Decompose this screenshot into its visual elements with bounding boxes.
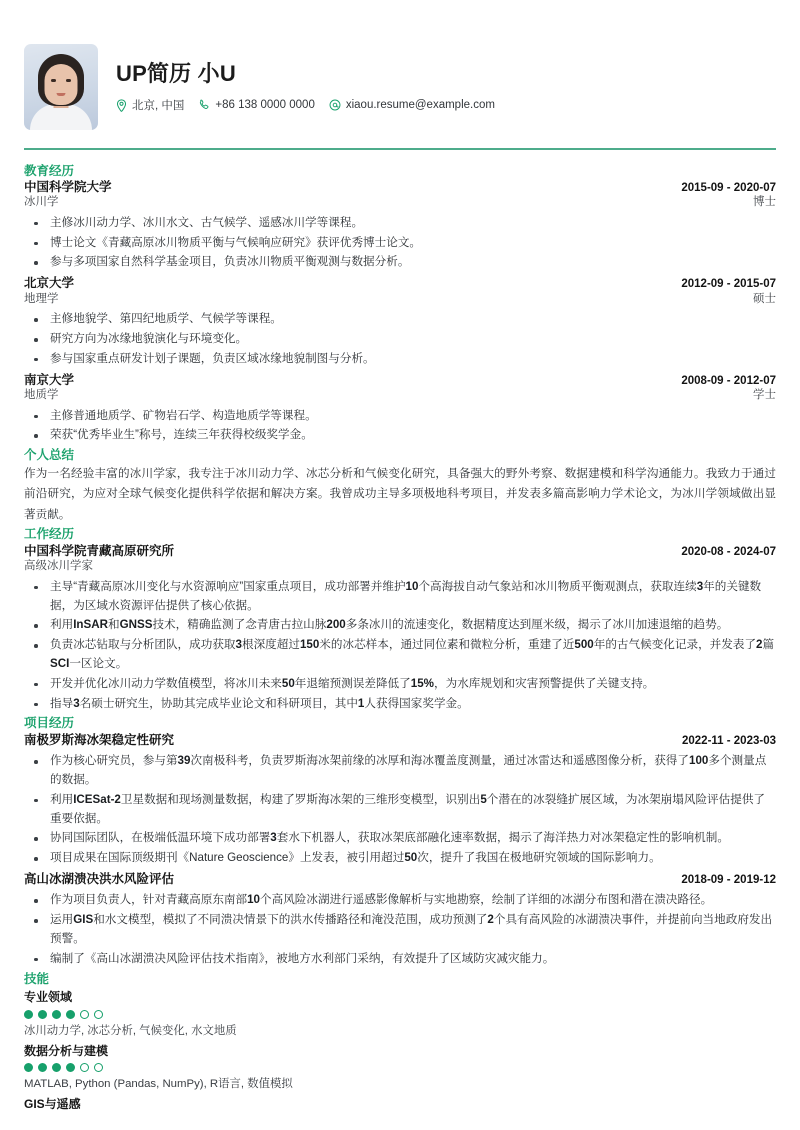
entry-header (24, 372, 776, 390)
bullet-item: 协同国际团队，在极端低温环境下成功部署3套水下机器人，获取冰架底部融化速率数据，揭示了海洋热力对冰架稳定性的影响机制。 (24, 829, 776, 848)
bullet-item: 开发并优化冰川动力学数值模型，将冰川未来50年退缩预测误差降低了15%，为水库规划和灾害预警提供了关键支持。 (24, 675, 776, 694)
resume-header (24, 0, 776, 148)
skill-dot (80, 1010, 89, 1019)
entry-work-0 (24, 543, 776, 714)
avatar-eye-left (51, 79, 56, 82)
identity-block (116, 61, 776, 113)
entry-bullet-list (24, 407, 776, 446)
contact-list (116, 97, 776, 113)
resume-body (24, 164, 776, 1113)
skill-dot (66, 1063, 75, 1072)
phone-icon (198, 99, 210, 111)
bullet-item: 负责冰芯钻取与分析团队，成功获取3根深度超过150米的冰芯样本，通过同位素和微粒分析，重建了近500年的古气候变化记录，并发表了2篇SCI一区论文。 (24, 636, 776, 674)
skill-0 (24, 990, 776, 1040)
section-projects (24, 716, 776, 968)
header-divider (24, 148, 776, 150)
contact-phone (198, 99, 314, 111)
entry-organization: 高山冰湖溃决洪水风险评估 (24, 871, 175, 886)
bullet-item: 利用ICESat-2卫星数据和现场测量数据，构建了罗斯海冰架的三维形变模型，识别出5个潜在的冰裂缝扩展区域，为冰架崩塌风险评估提供了重要依据。 (24, 791, 776, 829)
skill-1 (24, 1044, 776, 1094)
contact-email (329, 99, 495, 111)
entry-header (24, 275, 776, 293)
entry-header (24, 871, 776, 889)
bullet-item: 指导3名硕士研究生，协助其完成毕业论文和科研项目，其中1人获得国家奖学金。 (24, 695, 776, 714)
skill-dot (66, 1010, 75, 1019)
entry-subheader (24, 195, 776, 211)
entry-organization: 南京大学 (24, 372, 75, 387)
skill-dot (94, 1063, 103, 1072)
contact-location (116, 97, 184, 113)
section-title-education: 教育经历 (24, 163, 75, 178)
bullet-item: 荣获“优秀毕业生”称号，连续三年获得校级奖学金。 (24, 426, 776, 445)
bullet-item: 项目成果在国际顶级期刊《Nature Geoscience》上发表，被引用超过50次，提升了我国在极地研究领域的国际影响力。 (24, 849, 776, 868)
entry-header (24, 179, 776, 197)
bullet-item: 参与国家重点研发计划子课题，负责区域冰缘地貌制图与分析。 (24, 350, 776, 369)
page-title: UP简历 小U (116, 60, 236, 86)
entry-bullet-list (24, 752, 776, 868)
entry-date: 2018-09 - 2019-12 (681, 873, 776, 886)
entry-bullet-list (24, 310, 776, 368)
section-title-summary: 个人总结 (24, 448, 75, 463)
bullet-item: 参与多项国家自然科学基金项目，负责冰川物质平衡观测与数据分析。 (24, 253, 776, 272)
entry-date: 2015-09 - 2020-07 (681, 181, 776, 194)
bullet-item: 运用GIS和水文模型，模拟了不同溃决情景下的洪水传播路径和淹没范围，成功预测了2个具有高风险的冰湖溃决事件，并提前向当地政府发出预警。 (24, 911, 776, 949)
bullet-item: 博士论文《青藏高原冰川物质平衡与气候响应研究》获评优秀博士论文。 (24, 234, 776, 253)
entry-date: 2022-11 - 2023-03 (682, 734, 776, 747)
entry-bullet-list (24, 578, 776, 713)
entry-projects-0 (24, 732, 776, 868)
bullet-item: 利用InSAR和GNSS技术，精确监测了念青唐古拉山脉200多条冰川的流速变化，数据精度达到厘米级，揭示了冰川加速退缩的趋势。 (24, 616, 776, 635)
section-title-skills: 技能 (24, 971, 50, 986)
section-work (24, 527, 776, 713)
skill-dot (94, 1010, 103, 1019)
entry-organization: 北京大学 (24, 276, 75, 291)
entry-projects-1 (24, 871, 776, 969)
bullet-item: 编制了《高山冰湖溃决风险评估技术指南》，被地方水利部门采纳，有效提升了区域防灾减灾能力。 (24, 950, 776, 969)
entry-degree: 硕士 (753, 292, 776, 305)
skill-dot (38, 1063, 47, 1072)
skill-items: MATLAB, Python (Pandas, NumPy), R语言, 数值模拟 (24, 1078, 293, 1091)
section-skills (24, 972, 776, 1113)
entry-date: 2012-09 - 2015-07 (681, 278, 776, 291)
contact-phone-text: +86 138 0000 0000 (215, 99, 315, 112)
entry-degree: 学士 (753, 389, 776, 402)
skill-name: 专业领域 (24, 989, 73, 1004)
entry-major: 冰川学 (24, 196, 59, 209)
entry-subheader (24, 388, 776, 404)
avatar-eye-right (66, 79, 71, 82)
skill-rating (24, 1010, 776, 1019)
entry-education-1 (24, 275, 776, 368)
section-title-projects: 项目经历 (24, 716, 75, 731)
bullet-item: 主修冰川动力学、冰川水文、古气候学、遥感冰川学等课程。 (24, 214, 776, 233)
section-education (24, 164, 776, 446)
contact-email-text: xiaou.resume@example.com (345, 99, 495, 112)
entry-organization: 南极罗斯海冰架稳定性研究 (24, 732, 175, 747)
entry-major: 地质学 (24, 389, 59, 402)
entry-major: 地理学 (24, 292, 59, 305)
location-pin-icon (116, 99, 127, 112)
bullet-item: 作为核心研究员，参与第39次南极科考，负责罗斯海冰架前缘的冰厚和海冰覆盖度测量，通过冰雷达和遥感图像分析，获得了100多个测量点的数据。 (24, 752, 776, 790)
entry-degree: 博士 (753, 196, 776, 209)
skill-dot (52, 1010, 61, 1019)
entry-organization: 中国科学院青藏高原研究所 (24, 543, 175, 558)
entry-header (24, 543, 776, 561)
section-summary (24, 448, 776, 525)
summary-text: 作为一名经验丰富的冰川学家，我专注于冰川动力学、冰芯分析和气候变化研究，具备强大的野外考察、数据建模和科学沟通能力。我致力于通过前沿研究，为应对全球气候变化提供科学依据和解决方案。我曾成功主导多项极地科考项目，并发表多篇高影响力学术论文，为冰川学领域做出显著贡献。 (24, 466, 776, 521)
skill-items: 冰川动力学, 冰芯分析, 气候变化, 水文地质 (24, 1024, 237, 1037)
section-title-work: 工作经历 (24, 527, 75, 542)
bullet-item: 主修地貌学、第四纪地质学、气候学等课程。 (24, 310, 776, 329)
skill-dot (80, 1063, 89, 1072)
entry-bullet-list (24, 214, 776, 272)
bullet-item: 研究方向为冰缘地貌演化与环境变化。 (24, 330, 776, 349)
entry-subheader (24, 292, 776, 308)
skill-dot (24, 1063, 33, 1072)
entry-organization: 中国科学院大学 (24, 179, 112, 194)
bullet-item: 主修普通地质学、矿物岩石学、构造地质学等课程。 (24, 407, 776, 426)
entry-date: 2020-08 - 2024-07 (681, 545, 776, 558)
entry-education-2 (24, 372, 776, 446)
entry-subheader (24, 559, 776, 575)
bullet-item: 主导“青藏高原冰川变化与水资源响应”国家重点项目，成功部署并维护10个高海拔自动气象站和冰川物质平衡观测点，获取连续3年的关键数据，为区域水资源评估提供了核心依据。 (24, 578, 776, 616)
skill-dot (52, 1063, 61, 1072)
email-at-icon (329, 99, 341, 111)
skill-rating (24, 1063, 776, 1072)
avatar (24, 44, 98, 130)
skill-name: 数据分析与建模 (24, 1043, 109, 1058)
entry-header (24, 732, 776, 750)
entry-education-0 (24, 179, 776, 272)
skill-2 (24, 1097, 776, 1113)
bullet-item: 作为项目负责人，针对青藏高原东南部10个高风险冰湖进行遥感影像解析与实地勘察，绘制了详细的冰湖分布图和潜在溃决路径。 (24, 891, 776, 910)
skill-name: GIS与遥感 (24, 1097, 81, 1112)
entry-bullet-list (24, 891, 776, 968)
contact-location-text: 北京, 中国 (132, 100, 185, 113)
entry-date: 2008-09 - 2012-07 (681, 374, 776, 387)
entry-major: 高级冰川学家 (24, 560, 93, 573)
avatar-face (45, 64, 78, 105)
skill-dot (24, 1010, 33, 1019)
skill-dot (38, 1010, 47, 1019)
